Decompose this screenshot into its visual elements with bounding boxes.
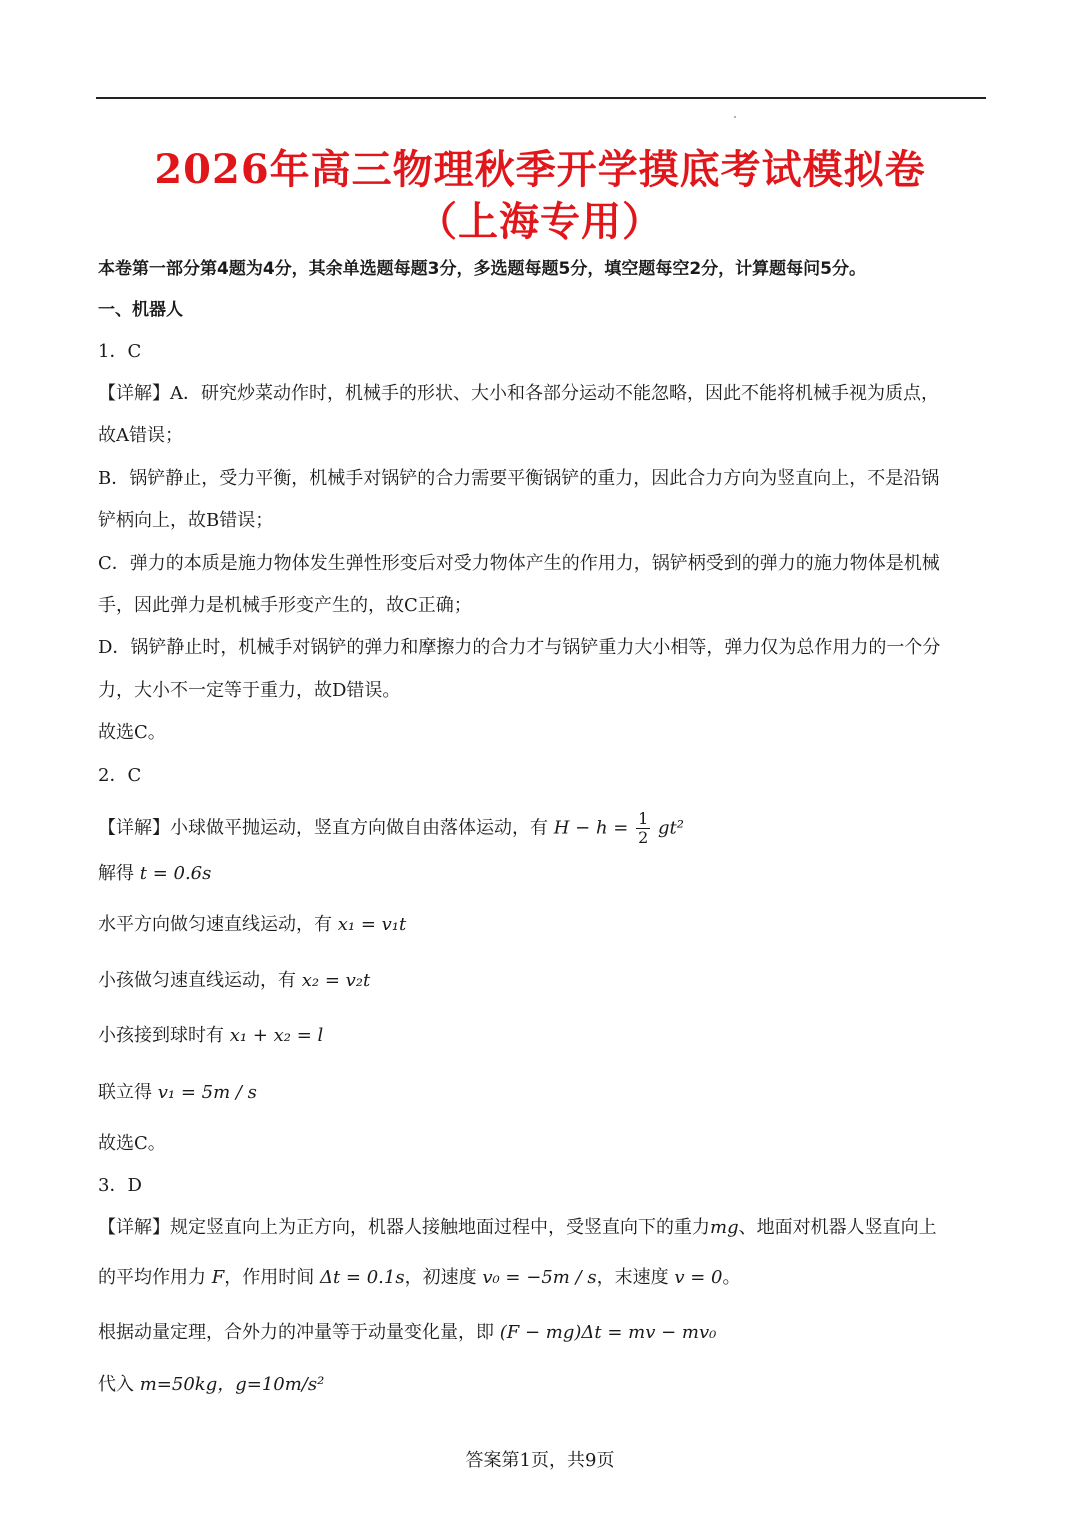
header-rule <box>96 97 986 99</box>
q1-detail-c-line1: C．弹力的本质是施力物体发生弹性形变后对受力物体产生的作用力，锅铲柄受到的弹力的施力物体是机械 <box>98 553 940 574</box>
q2-line3-text: 水平方向做匀速直线运动，有 <box>98 914 332 935</box>
section-heading: 一、机器人 <box>98 300 183 320</box>
q1-conclusion: 故选C。 <box>98 722 166 743</box>
q2-answer: 2．C <box>98 765 142 786</box>
q3-detail-line2 <box>98 1266 986 1290</box>
q2-line5-formula: x₁ + x₂ = l <box>229 1025 324 1046</box>
q2-line4-text: 小孩做匀速直线运动，有 <box>98 970 296 991</box>
q3-detail1-text: 【详解】规定竖直向上为正方向，机器人接触地面过程中，受竖直向下的重力 <box>98 1217 710 1238</box>
q2-fraction-num: 1 <box>638 809 649 828</box>
q2-detail-text: 【详解】小球做平抛运动，竖直方向做自由落体运动，有 <box>98 817 548 839</box>
q2-line3-formula: x₁ = v₁t <box>337 914 407 935</box>
q2-line5 <box>98 1024 986 1048</box>
q1-detail-a-line1: 【详解】A．研究炒菜动作时，机械手的形状、大小和各部分运动不能忽略，因此不能将机械手视为质点， <box>98 383 939 404</box>
q2-line2-text: 解得 <box>98 863 134 884</box>
q3-detail3-formula: (F − mg)Δt = mv − mv₀ <box>499 1322 717 1343</box>
q2-fraction <box>636 810 650 847</box>
q1-detail-c-line2: 手，因此弹力是机械手形变产生的，故C正确； <box>98 595 472 616</box>
q3-detail2-text4: ，末速度 <box>596 1267 669 1288</box>
q2-line6-formula: v₁ = 5m / s <box>157 1082 257 1103</box>
q3-detail3-text: 根据动量定理，合外力的冲量等于动量变化量，即 <box>98 1322 494 1343</box>
q2-detail-line1 <box>98 810 986 847</box>
q3-detail2-text1: 的平均作用力 <box>98 1267 206 1288</box>
q3-detail2-v: v = 0 <box>674 1267 723 1288</box>
q3-detail2-text2: ，作用时间 <box>224 1267 315 1288</box>
q2-line2 <box>98 862 986 886</box>
q3-detail1-formula: mg <box>710 1217 739 1238</box>
q1-detail-a-line2: 故A错误； <box>98 425 183 446</box>
q2-line6-text: 联立得 <box>98 1082 152 1103</box>
q2-formula-right: gt² <box>658 817 684 839</box>
q2-formula-left: H − h = <box>553 817 629 839</box>
q2-line4-formula: x₂ = v₂t <box>301 970 371 991</box>
q2-conclusion: 故选C。 <box>98 1133 166 1154</box>
q3-detail2-F: F <box>211 1267 225 1288</box>
q1-answer: 1．C <box>98 341 142 362</box>
q3-detail2-end: 。 <box>722 1267 741 1288</box>
header-dot <box>734 116 736 118</box>
doc-subtitle: （上海专用） <box>417 198 663 245</box>
q2-line3 <box>98 913 986 937</box>
q3-detail-line3 <box>98 1321 986 1345</box>
q3-detail-line4 <box>98 1373 986 1397</box>
q2-line4 <box>98 969 986 993</box>
q1-detail-d-line1: D．锅铲静止时，机械手对锅铲的弹力和摩擦力的合力才与锅铲重力大小相等，弹力仅为总作用力的一个分 <box>98 637 941 658</box>
doc-title: 2026年高三物理秋季开学摸底考试模拟卷 <box>154 146 926 193</box>
intro-text: 本卷第一部分第4题为4分，其余单选题每题3分，多选题每题5分，填空题每空2分，计算题每问5分。 <box>98 259 866 279</box>
q2-line5-text: 小孩接到球时有 <box>98 1025 224 1046</box>
q3-detail2-v0: v₀ = −5m / s <box>482 1267 597 1288</box>
q3-detail4-formula: m=50kg，g=10m/s² <box>139 1374 325 1395</box>
q1-detail-b-line1: B．锅铲静止，受力平衡，机械手对锅铲的合力需要平衡锅铲的重力，因此合力方向为竖直向上，不是沿锅 <box>98 468 940 489</box>
q3-detail-line1 <box>98 1216 986 1240</box>
q3-detail2-dt: Δt = 0.1s <box>319 1267 405 1288</box>
q3-answer: 3．D <box>98 1175 142 1196</box>
q2-line6 <box>98 1081 986 1105</box>
q1-detail-d-line2: 力，大小不一定等于重力，故D错误。 <box>98 680 401 701</box>
q3-detail2-text3: ，初速度 <box>404 1267 477 1288</box>
q2-fraction-den: 2 <box>638 828 649 847</box>
q3-detail4-text: 代入 <box>98 1374 134 1395</box>
q1-detail-b-line2: 铲柄向上，故B错误； <box>98 510 274 531</box>
q3-detail1-tail: 、地面对机器人竖直向上 <box>738 1217 937 1238</box>
page-footer: 答案第1页，共9页 <box>465 1450 615 1471</box>
q2-line2-formula: t = 0.6s <box>139 863 212 884</box>
